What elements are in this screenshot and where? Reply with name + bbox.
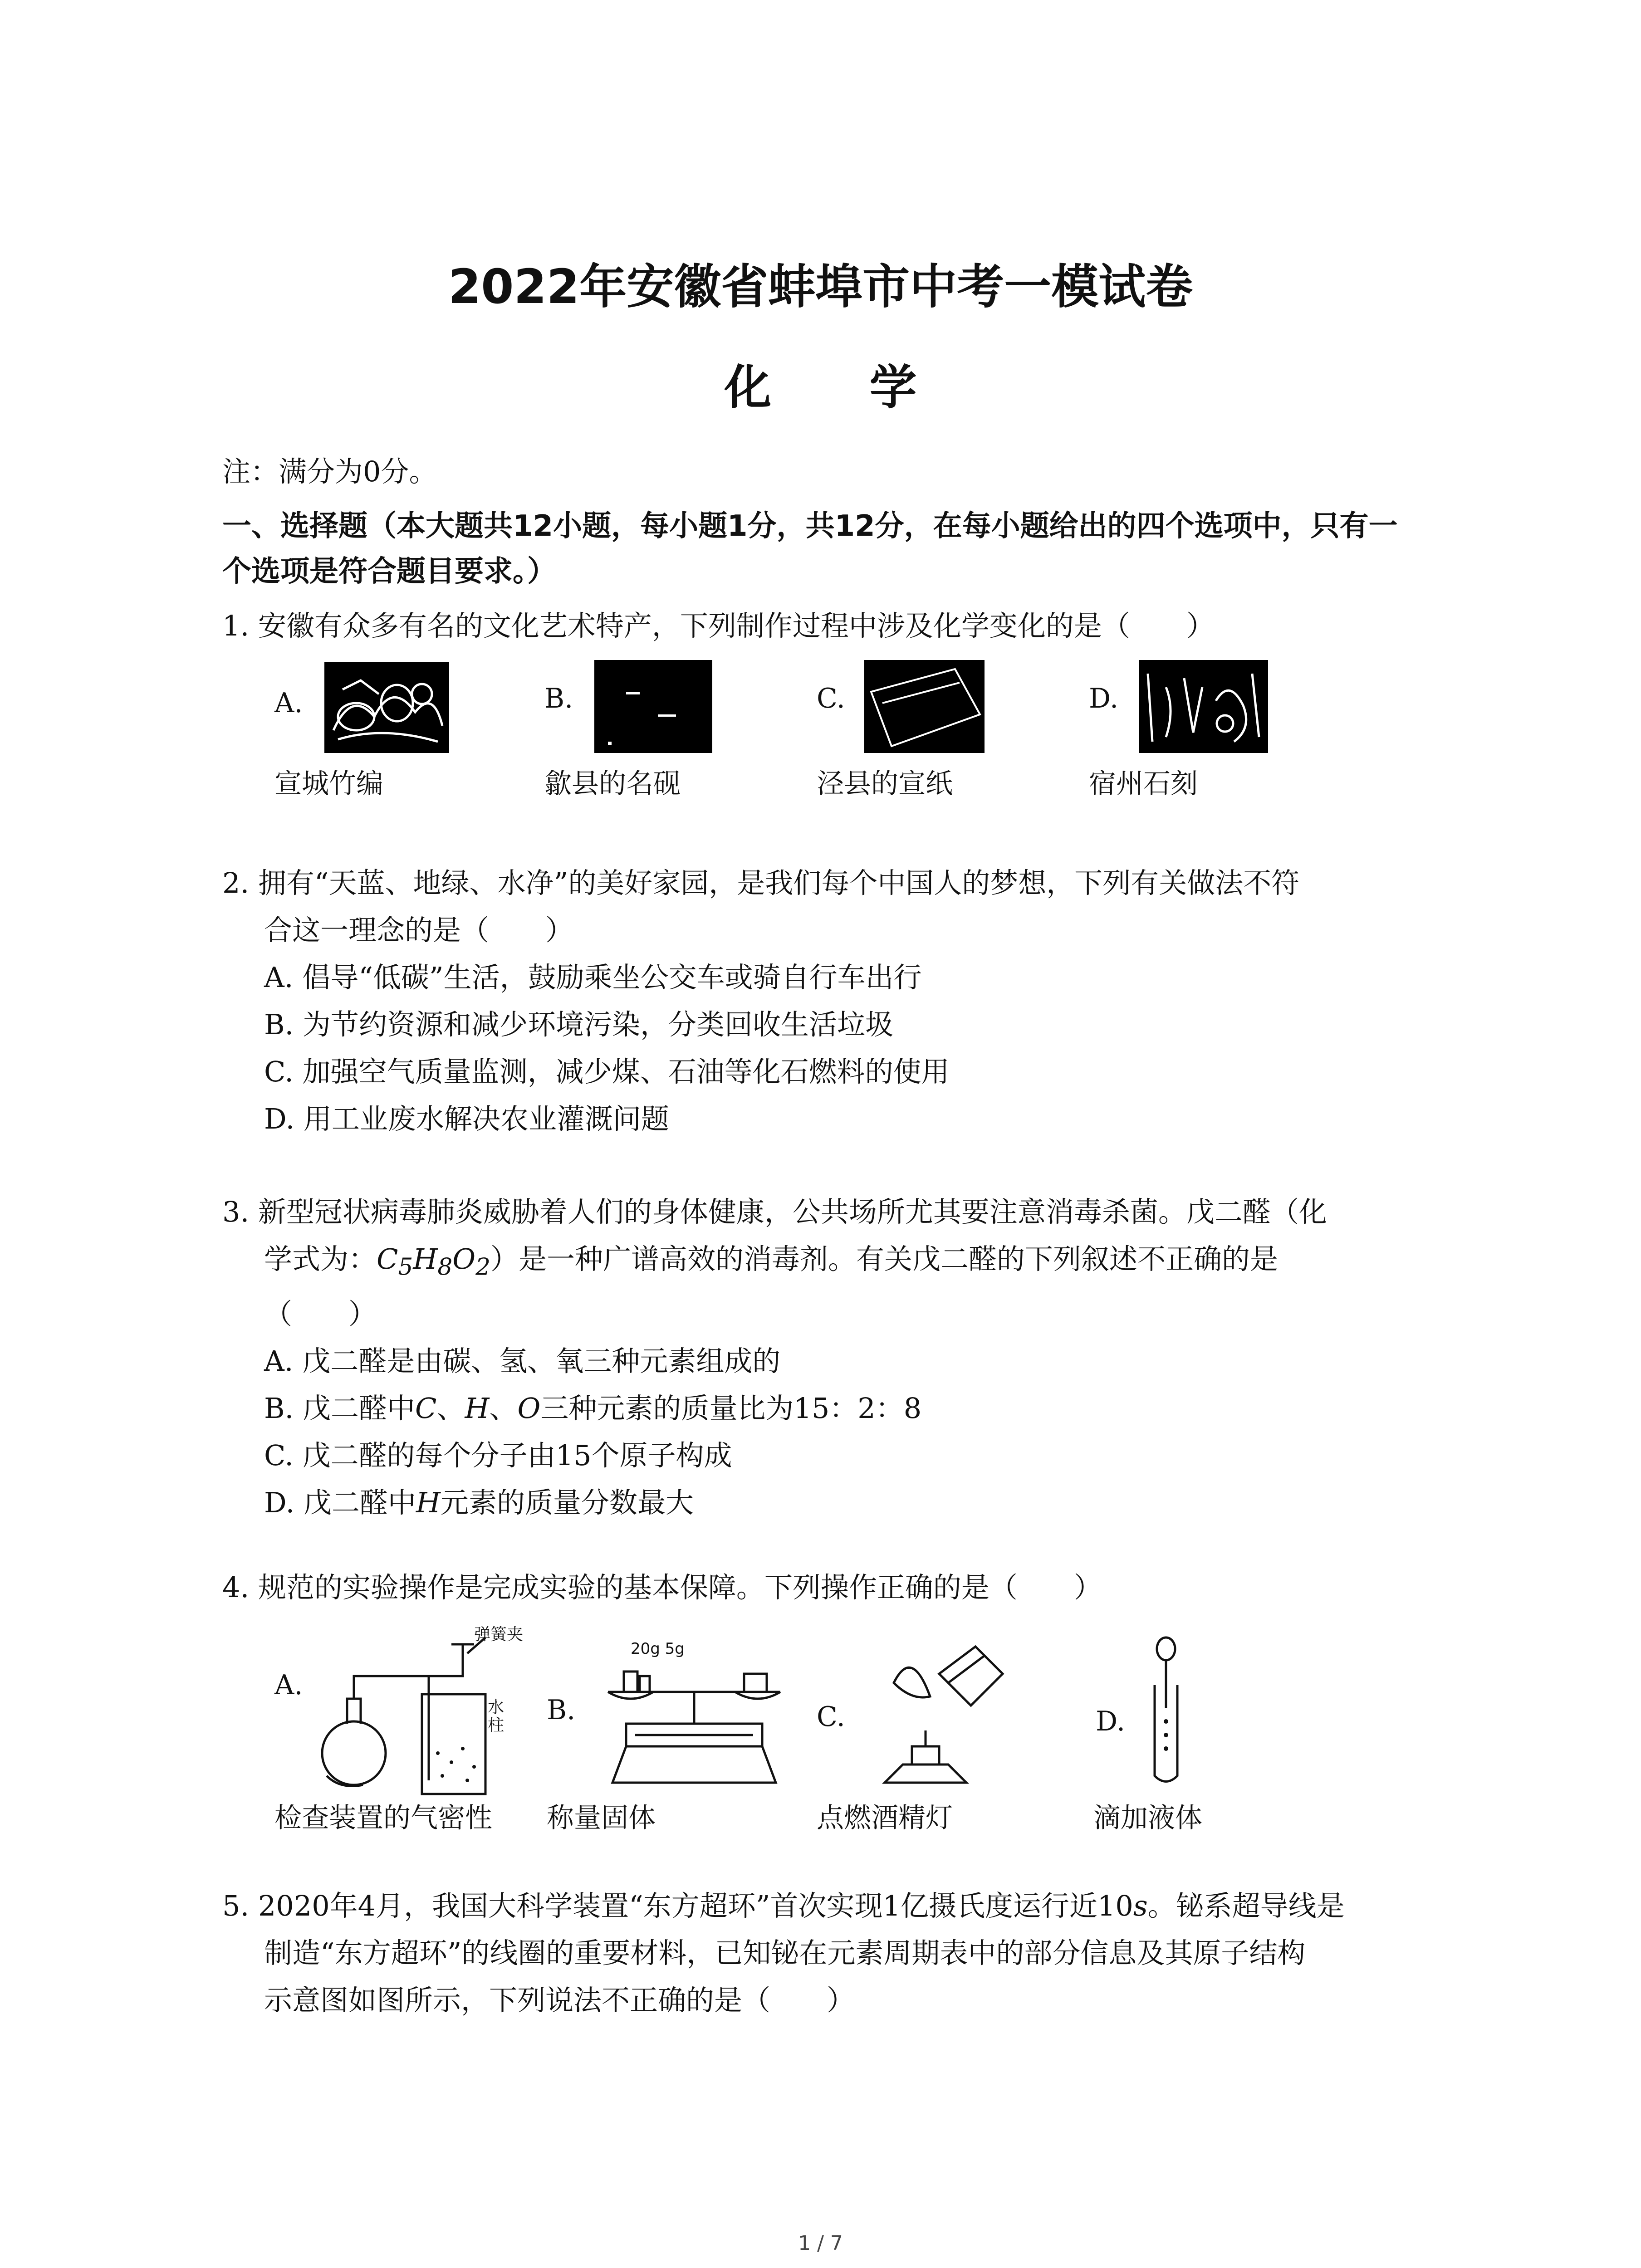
q5-stem-line2: 制造“东方超环”的线圈的重要材料，已知铋在元素周期表中的部分信息及其原子结构 bbox=[264, 1936, 1306, 1970]
subject-title: 化 学 bbox=[724, 360, 958, 415]
q3-stem-line2 bbox=[222, 1236, 1447, 1290]
formula-o: O bbox=[452, 1242, 476, 1276]
xuan-paper-image bbox=[864, 660, 985, 753]
q2-stem-line2: 合这一理念的是（ ） bbox=[264, 914, 574, 947]
q4-option-d-caption: 滴加液体 bbox=[1093, 1802, 1202, 1834]
q4-option-d-letter: D. bbox=[1096, 1706, 1126, 1737]
q1-option-b-caption: 歙县的名砚 bbox=[544, 768, 681, 800]
q1-option-a-letter: A. bbox=[274, 687, 303, 719]
spring-clip-label: 弹簧夹 bbox=[474, 1625, 524, 1644]
q4-option-c-letter: C. bbox=[817, 1701, 845, 1733]
q3-stem-line2-pre: 学式为： bbox=[264, 1242, 377, 1276]
q4-option-a-caption: 检查装置的气密性 bbox=[274, 1802, 492, 1834]
q3-option-d-post: 元素的质量分数最大 bbox=[441, 1486, 694, 1520]
formula-h-sub: 8 bbox=[437, 1253, 453, 1281]
dropper-test-tube-diagram bbox=[1139, 1631, 1193, 1789]
q2-option-c: C. 加强空气质量监测，减少煤、石油等化石燃料的使用 bbox=[264, 1055, 950, 1088]
q1-option-d-letter: D. bbox=[1089, 683, 1119, 714]
q3-option-d-pre: D. 戊二醛中 bbox=[264, 1486, 416, 1520]
q1-option-a-caption: 宣城竹编 bbox=[274, 768, 383, 800]
q1-option-c-caption: 泾县的宣纸 bbox=[817, 768, 953, 800]
airtightness-apparatus-diagram bbox=[313, 1626, 504, 1803]
q4-option-b-caption: 称量固体 bbox=[547, 1802, 656, 1834]
q1-option-d-caption: 宿州石刻 bbox=[1089, 768, 1198, 800]
water-label-2: 柱 bbox=[488, 1716, 505, 1735]
q3-option-d bbox=[222, 1479, 1447, 1526]
q1-option-c-letter: C. bbox=[817, 683, 845, 714]
var-c: C bbox=[415, 1392, 437, 1425]
q3 bbox=[222, 1188, 1447, 1526]
q1-option-b-letter: B. bbox=[544, 683, 573, 714]
q3-stem-line2-post: ）是一种广谱高效的消毒剂。有关戊二醛的下列叙述不正确的是 bbox=[490, 1242, 1279, 1276]
q1-stem: 1. 安徽有众多有名的文化艺术特产，下列制作过程中涉及化学变化的是（ ） bbox=[222, 609, 1215, 642]
var-h: H bbox=[465, 1392, 490, 1425]
q5-stem-line1-pre: 5. 2020年4月，我国大科学装置“东方超环”首次实现1亿摄氏度运行近10 bbox=[222, 1889, 1133, 1922]
sep-2: 、 bbox=[489, 1392, 518, 1425]
q2-stem-line1: 2. 拥有“天蓝、地绿、水净”的美好家园，是我们每个中国人的梦想，下列有关做法不符 bbox=[222, 866, 1300, 899]
exam-title: 2022年安徽省蚌埠市中考一模试卷 bbox=[448, 259, 1193, 314]
section-heading-line2: 个选项是符合题目要求。） bbox=[222, 555, 556, 588]
q3-option-a: A. 戊二醛是由碳、氢、氧三种元素组成的 bbox=[264, 1344, 781, 1378]
stone-carving-image bbox=[1139, 660, 1268, 753]
formula-h: H bbox=[413, 1242, 438, 1276]
formula-o-sub: 2 bbox=[475, 1253, 491, 1281]
alcohol-lamp-diagram bbox=[867, 1628, 1012, 1796]
formula-c-sub: 5 bbox=[398, 1253, 413, 1281]
formula bbox=[377, 1242, 491, 1281]
q2-option-a: A. 倡导“低碳”生活，鼓励乘坐公交车或骑自行车出行 bbox=[264, 961, 922, 994]
weights-label: 20g 5g bbox=[631, 1640, 685, 1658]
q2-option-b: B. 为节约资源和减少环境污染，分类回收生活垃圾 bbox=[264, 1008, 893, 1041]
q4-option-c-caption: 点燃酒精灯 bbox=[817, 1802, 953, 1834]
page-number: 1 / 7 bbox=[798, 2232, 843, 2255]
var-o: O bbox=[517, 1392, 541, 1425]
q5-stem-line1-post: 。铋系超导线是 bbox=[1147, 1889, 1345, 1922]
q3-option-b-pre: B. 戊二醛中 bbox=[264, 1392, 415, 1425]
q4-option-a-letter: A. bbox=[274, 1669, 303, 1701]
q5-unit: s bbox=[1133, 1889, 1148, 1922]
q5 bbox=[222, 1882, 1447, 2024]
q5-stem-line3: 示意图如图所示，下列说法不正确的是（ ） bbox=[264, 1984, 855, 2017]
q4-stem: 4. 规范的实验操作是完成实验的基本保障。下列操作正确的是（ ） bbox=[222, 1571, 1102, 1604]
q3-option-c: C. 戊二醛的每个分子由15个原子构成 bbox=[264, 1439, 732, 1472]
section-heading-line1: 一、选择题（本大题共12小题，每小题1分，共12分，在每小题给出的四个选项中，只有一 bbox=[222, 509, 1398, 543]
var-h-2: H bbox=[416, 1486, 441, 1520]
q3-stem-line3: （ ） bbox=[264, 1297, 377, 1331]
q2 bbox=[222, 860, 1447, 1143]
formula-c: C bbox=[377, 1242, 398, 1276]
q3-option-b-post: 三种元素的质量比为15：2：8 bbox=[540, 1392, 922, 1425]
balance-diagram bbox=[599, 1656, 789, 1792]
sep-1: 、 bbox=[436, 1392, 465, 1425]
water-label-1: 水 bbox=[488, 1698, 505, 1716]
q2-option-d: D. 用工业废水解决农业灌溉问题 bbox=[264, 1102, 669, 1135]
score-note: 注：满分为0分。 bbox=[222, 455, 437, 488]
q3-stem-line1: 3. 新型冠状病毒肺炎威胁着人们的身体健康，公共场所尤其要注意消毒杀菌。戊二醛（化 bbox=[222, 1195, 1327, 1228]
bamboo-weaving-image bbox=[324, 662, 449, 753]
q5-stem-line1 bbox=[222, 1882, 1447, 1930]
q3-option-b bbox=[222, 1385, 1447, 1432]
ink-stone-image bbox=[594, 660, 712, 753]
q4-option-b-letter: B. bbox=[547, 1694, 576, 1726]
